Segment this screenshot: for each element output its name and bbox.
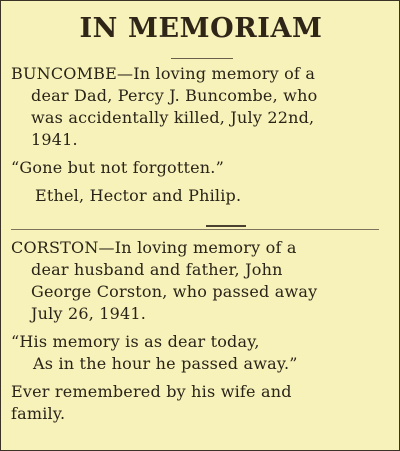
memoriam-entry-corston	[11, 237, 381, 425]
entry-line: 1941.	[31, 130, 78, 149]
entry-quote: “Gone but not forgotten.”	[11, 158, 224, 177]
entry-line: July 26, 1941.	[31, 304, 147, 323]
clipping-title: IN MEMORIAM	[79, 13, 323, 44]
title-rule	[171, 58, 233, 59]
entry-line: BUNCOMBE—In loving memory of a	[11, 64, 316, 83]
entry-divider	[11, 229, 379, 230]
entry-line: dear Dad, Percy J. Buncombe, who	[31, 86, 318, 105]
entry-signoff: family.	[11, 404, 66, 423]
entry-quote: As in the hour he passed away.”	[33, 354, 298, 373]
entry-quote: “His memory is as dear today,	[11, 332, 260, 351]
entry-line: was accidentally killed, July 22nd,	[31, 108, 315, 127]
memoriam-entry-buncombe	[11, 63, 381, 207]
entry-signoff: Ever remembered by his wife and	[11, 382, 292, 401]
clipped-text-fragment	[9, 0, 389, 5]
divider-dash	[206, 225, 246, 227]
entry-line: dear husband and father, John	[31, 260, 283, 279]
entry-line: CORSTON—In loving memory of a	[11, 238, 297, 257]
entry-signoff: Ethel, Hector and Philip.	[35, 186, 242, 205]
entry-line: George Corston, who passed away	[31, 282, 318, 301]
